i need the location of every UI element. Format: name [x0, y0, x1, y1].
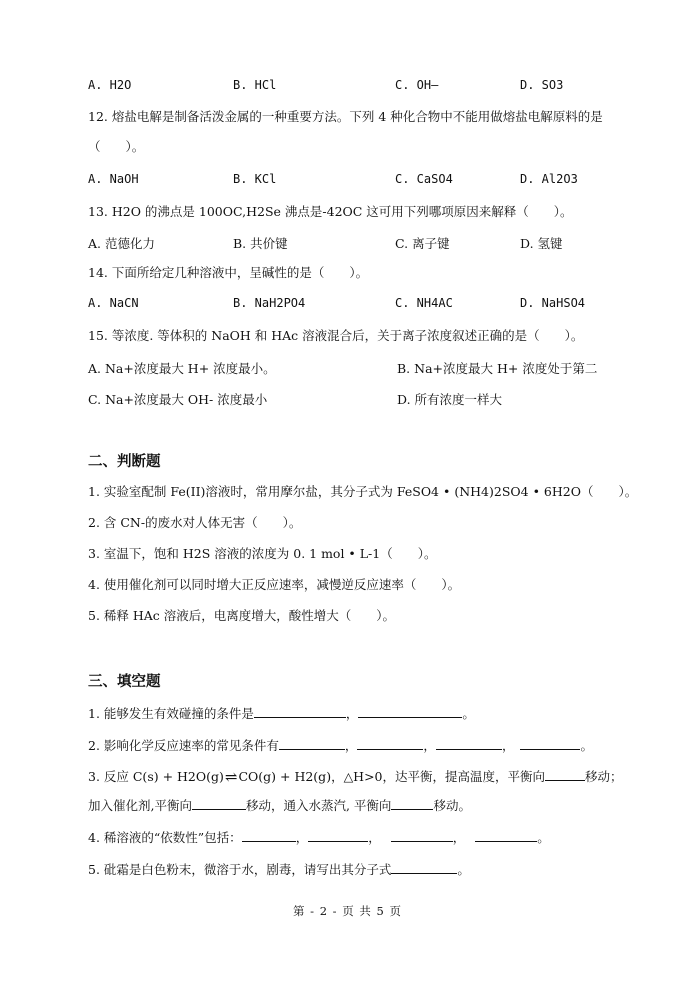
answer-blank[interactable] — [391, 860, 457, 874]
answer-blank[interactable] — [545, 767, 585, 781]
answer-blank[interactable] — [279, 736, 345, 750]
judgment-item-2: 2. 含 CN-的废水对人体无害（ ）。 — [88, 515, 302, 530]
q12-text: 12. 熔盐电解是制备活泼金属的一种重要方法。下列 4 种化合物中不能用做熔盐电解原料的是 — [88, 109, 603, 124]
fill-item-4: 4. 稀溶液的“依数性”包括： ， ， ， 。 — [88, 830, 550, 845]
answer-blank[interactable] — [242, 828, 296, 842]
answer-blank[interactable] — [391, 828, 453, 842]
page-number-footer: 第 - 2 - 页 共 5 页 — [293, 904, 402, 918]
answer-blank[interactable] — [308, 828, 368, 842]
section-title-fill-in: 三、填空题 — [88, 674, 161, 690]
q15-option-c: C. Na+浓度最大 OH- 浓度最小 — [88, 392, 268, 407]
q13-option-d: D. 氢键 — [520, 236, 563, 251]
answer-blank[interactable] — [520, 736, 580, 750]
q12-option-d: D. Al2O3 — [520, 172, 578, 186]
q15-options-row2 — [88, 390, 668, 408]
answer-blank[interactable] — [436, 736, 502, 750]
q13-option-a: A. 范德化力 — [88, 236, 155, 251]
q14-options — [88, 296, 668, 314]
q14-option-c: C. NH4AC — [395, 296, 453, 310]
q15-option-d: D. 所有浓度一样大 — [397, 392, 503, 407]
q11-option-a: A. H2O — [88, 78, 132, 92]
answer-blank[interactable] — [254, 704, 346, 718]
q15-options-row1 — [88, 359, 668, 377]
answer-blank[interactable] — [357, 736, 423, 750]
q14-option-b: B. NaH2PO4 — [233, 296, 306, 310]
answer-blank[interactable] — [391, 796, 433, 810]
judgment-item-3: 3. 室温下，饱和 H2S 溶液的浓度为 0. 1 mol • L-1（ ）。 — [88, 546, 437, 561]
q15-text: 15. 等浓度. 等体积的 NaOH 和 HAc 溶液混合后，关于离子浓度叙述正确的是（ ）。 — [88, 328, 584, 343]
q14-option-a: A. NaCN — [88, 296, 139, 310]
q12-option-c: C. CaSO4 — [395, 172, 453, 186]
q13-options — [88, 234, 668, 252]
q14-option-d: D. NaHSO4 — [520, 296, 586, 310]
q13-option-c: C. 离子键 — [395, 236, 450, 251]
q12-text-cont: （ ）。 — [88, 139, 145, 154]
q12-options — [88, 172, 668, 190]
answer-blank[interactable] — [358, 704, 462, 718]
fill-item-3-cont: 加入催化剂,平衡向 移动，通入水蒸汽, 平衡向 移动。 — [88, 798, 471, 813]
section-title-judgment: 二、判断题 — [88, 454, 161, 470]
answer-blank[interactable] — [192, 796, 246, 810]
q14-text: 14. 下面所给定几种溶液中，呈碱性的是（ ）。 — [88, 265, 369, 280]
q15-option-a: A. Na+浓度最大 H+ 浓度最小。 — [88, 361, 276, 376]
answer-blank[interactable] — [475, 828, 537, 842]
judgment-item-5: 5. 稀释 HAc 溶液后，电离度增大，酸性增大（ ）。 — [88, 608, 396, 623]
q11-option-d: D. SO3 — [520, 78, 564, 92]
fill-item-1: 1. 能够发生有效碰撞的条件是 ， 。 — [88, 706, 475, 721]
q13-option-b: B. 共价键 — [233, 236, 288, 251]
fill-item-5: 5. 砒霜是白色粉末，微溶于水，剧毒，请写出其分子式 。 — [88, 862, 470, 877]
judgment-item-4: 4. 使用催化剂可以同时增大正反应速率，减慢逆反应速率（ ）。 — [88, 577, 461, 592]
q12-option-b: B. KCl — [233, 172, 277, 186]
q11-option-c: C. OH— — [395, 78, 439, 92]
equilibrium-arrow-icon: ⇌ — [224, 768, 238, 786]
q13-text: 13. H2O 的沸点是 100OC,H2Se 沸点是-42OC 这可用下列哪项原因来解释（ ）。 — [88, 204, 573, 219]
q15-option-b: B. Na+浓度最大 H+ 浓度处于第二 — [397, 361, 598, 376]
fill-item-2: 2. 影响化学反应速率的常见条件有 ， ， ， 。 — [88, 738, 593, 753]
q11-option-b: B. HCl — [233, 78, 277, 92]
q11-options — [88, 78, 668, 96]
q12-option-a: A. NaOH — [88, 172, 139, 186]
fill-item-3: 3. 反应 C(s) + H2O(g)⇌CO(g) + H2(g)，△H>0，达平衡，提高温度，平衡向 移动； — [88, 768, 623, 786]
judgment-item-1: 1. 实验室配制 Fe(II)溶液时，常用摩尔盐，其分子式为 FeSO4 • (NH4)2SO4 • 6H2O（ ）。 — [88, 484, 638, 499]
